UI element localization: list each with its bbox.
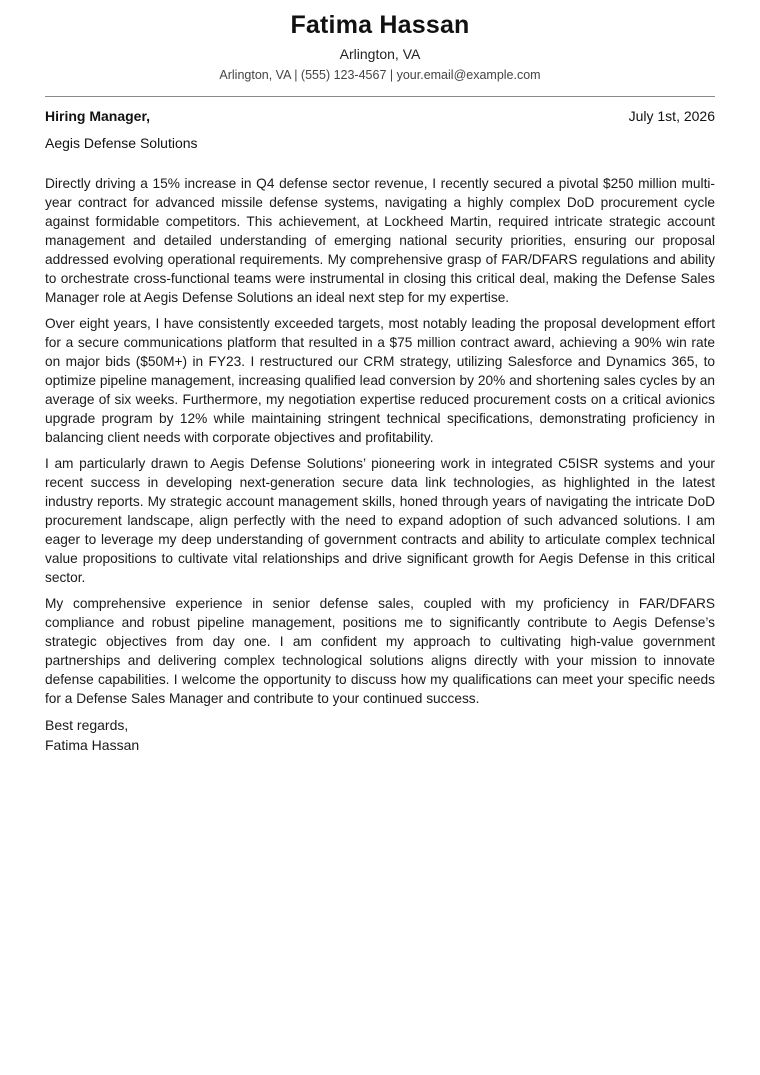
applicant-location: Arlington, VA [339,46,421,62]
header-divider [45,96,715,97]
letter-meta-row [45,107,715,125]
body-paragraph: Over eight years, I have consistently exceeded targets, most notably leading the proposal development effort for a secure communications platform that resulted in a $75 million contract award, achieving a 90% win rate on major bids ($50M+) in FY23. I restructured our CRM strategy, utilizing Salesforce and Dynamics 365, to optimize pipeline management, increasing qualified lead conversion by 20% and shortening sales cycles by an average of six weeks. Furthermore, my negotiation expertise reduced procurement costs on a critical avionics upgrade program by 12% while maintaining stringent technical specifications, demonstrating proficiency in balancing client needs with corporate objectives and profitability. [45,316,715,445]
body-paragraph: My comprehensive experience in senior defense sales, coupled with my proficiency in FAR/DFARS compliance and robust pipeline management, positions me to significantly contribute to Aegis Defense’s strategic objectives from day one. I am confident my approach to cultivating high-value government partnerships and delivering complex technological solutions aligns directly with your mission to innovate defense capabilities. I welcome the opportunity to discuss how my qualifications can meet your specific needs for a Defense Sales Manager and contribute to your continued success. [45,596,715,706]
applicant-contact-line: Arlington, VA | (555) 123-4567 | your.email@example.com [219,68,541,82]
body-paragraph: Directly driving a 15% increase in Q4 defense sector revenue, I recently secured a pivotal $250 million multi-year contract for advanced missile defense systems, navigating a highly complex DoD procurement cycle against formidable competitors. This achievement, at Lockheed Martin, required intricate strategic account management and detailed understanding of emerging national security priorities, ensuring our proposal addressed evolving operational requirements. My comprehensive grasp of FAR/DFARS regulations and ability to orchestrate cross-functional teams were instrumental in closing this critical deal, making the Defense Sales Manager role at Aegis Defense Solutions an ideal next step for my expertise. [45,176,715,305]
recipient-salutation: Hiring Manager, [45,108,151,124]
letter-closing-block [45,715,715,755]
applicant-name: Fatima Hassan [290,11,470,39]
body-paragraph: I am particularly drawn to Aegis Defense Solutions’ pioneering work in integrated C5ISR systems and your recent success in developing next-generation secure data link technologies, as highlighted in the latest industry reports. My strategic account management skills, honed through years of navigating the intricate DoD procurement landscape, align perfectly with the need to expand adoption of such advanced solutions. I am eager to leverage my deep understanding of government contracts and ability to articulate complex technical value propositions to cultivate vital relationships and drive significant growth for Aegis Defense in this critical sector. [45,456,715,585]
letter-date: July 1st, 2026 [628,108,715,124]
letter-body [45,174,715,708]
signature-name: Fatima Hassan [45,737,140,753]
recipient-company: Aegis Defense Solutions [45,135,198,151]
closing-phrase: Best regards, [45,717,129,733]
